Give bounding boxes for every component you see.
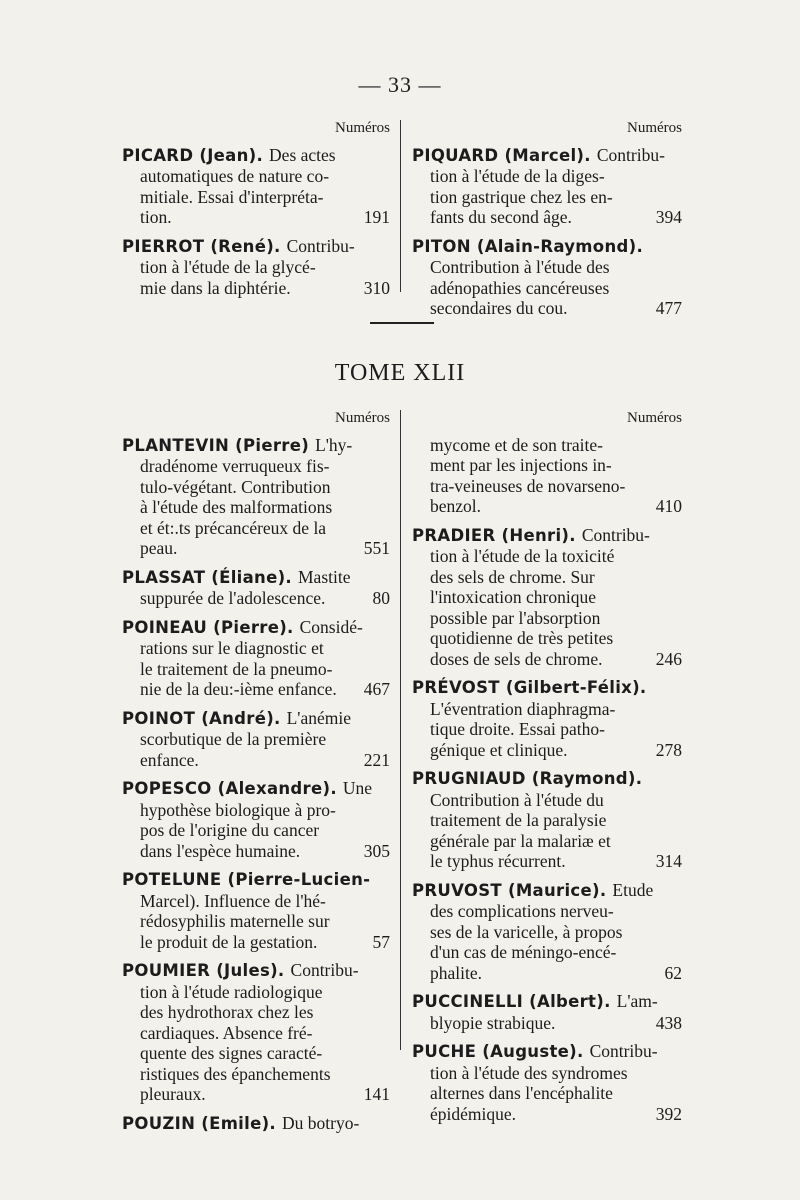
index-column-right [412,118,682,327]
author-name: POTELUNE [122,870,222,889]
author-name: PRUGNIAUD [412,769,526,788]
thesis-number: 477 [655,298,682,318]
entry-title-line: tique droite. Essai patho- [430,719,605,739]
entry-title-line: Contribu- [589,1041,658,1061]
author-name: PIERROT [122,236,205,256]
entry-title-line: nie de la deu:-ième enfance. [140,679,337,699]
entry-title-line: peau. [140,538,178,558]
thesis-number: 62 [664,962,682,983]
thesis-number: 80 [372,588,390,608]
entry-title-line: des sels de chrome. Sur [430,566,595,587]
entry-title-line: pos de l'origine du cancer [140,820,320,840]
entry-title-line: Marcel). Influence de l'hé- [140,890,326,911]
index-entry [412,525,682,670]
thesis-number: 57 [372,931,390,952]
author-given-name: (Éliane). [205,567,292,587]
numeros-header: Numéros [627,410,682,426]
index-entry [412,435,682,517]
author-given-name: (Maurice). [501,880,607,900]
index-entry [412,145,682,228]
entry-title-line: mycome et de son traite- [430,434,603,455]
entry-title-line: L'éventration diaphragma- [430,698,616,719]
author-name: POINEAU [122,617,208,637]
numeros-header: Numéros [627,120,682,136]
thesis-number: 410 [655,496,682,516]
entry-title-line: le traitement de la pneumo- [140,658,333,679]
author-name: PICARD [122,145,194,165]
entry-title-line: dans l'espèce humaine. [140,840,301,861]
index-entry [122,567,390,609]
author-given-name: (René). [204,236,281,256]
author-given-name: (Jules). [210,961,285,980]
author-name: POPESCO [122,779,212,798]
entry-title-line: fants du second âge. [430,207,572,227]
entry-title-line: possible par l'absorption [430,607,601,628]
entry-title-line: tion à l'étude de la glycé- [140,257,316,277]
author-name: PRADIER [412,525,496,545]
author-given-name: (Pierre-Lucien- [221,870,371,889]
entry-title-line: scorbutique de la première [140,729,327,749]
index-entry [122,617,390,700]
thesis-number: 551 [363,538,390,558]
tome-title: TOME XLII [334,360,466,386]
index-entry [122,869,390,952]
index-entry [412,677,682,760]
entry-title-line: Contribu- [290,960,359,980]
entry-title-line: Une [342,778,373,798]
entry-title-line: tion à l'étude de la toxicité [430,546,615,566]
index-entry [122,236,390,299]
entry-title-line: L'hy- [315,434,353,455]
author-given-name: (André). [195,708,281,728]
index-entry [412,991,682,1033]
index-entry [412,768,682,872]
entry-title-line: Contribu- [596,144,665,165]
entry-title-line: benzol. [430,496,482,516]
index-column-left [122,408,390,1142]
author-name: PUCCINELLI [412,992,524,1011]
entry-title-line: rations sur le diagnostic et [140,638,324,658]
author-given-name: (Pierre). [207,617,294,637]
entry-title-line: Considé- [299,616,363,637]
entry-title-line: automatiques de nature co- [140,166,330,186]
entry-title-line: génique et clinique. [430,739,568,760]
entry-title-line: blyopie strabique. [430,1012,556,1033]
index-entry [122,778,390,861]
thesis-number: 438 [655,1012,682,1033]
author-given-name: (Albert). [523,992,611,1011]
entry-title-line: rédosyphilis maternelle sur [140,911,330,931]
entry-title-line: des complications nerveu- [430,901,614,921]
author-name: PITON [412,236,471,256]
entry-title-line: ment par les injections in- [430,455,612,475]
section-rule [370,322,434,324]
index-column-right [412,408,682,1132]
entry-title-line: ristiques des épanchements [140,1063,331,1084]
author-name: PIQUARD [412,145,499,165]
page-number: — 33 — [358,72,442,97]
author-given-name: (Jean). [193,145,264,165]
entry-title-line: tion à l'étude radiologique [140,981,323,1002]
entry-title-line: pleuraux. [140,1084,206,1104]
entry-title-line: des hydrothorax chez les [140,1002,314,1022]
entry-title-line: quotidienne de très petites [430,628,614,648]
author-given-name: (Emile). [195,1113,276,1133]
author-given-name: (Gilbert-Félix). [499,678,647,697]
index-entry [122,960,390,1105]
author-name: POINOT [122,708,196,728]
thesis-number: 221 [363,749,390,770]
index-entry [122,708,390,771]
author-given-name: (Henri). [495,525,576,545]
author-given-name: (Pierre) [229,435,310,455]
thesis-number: 314 [655,851,682,871]
entry-title-line: tra-veineuses de novarseno- [430,475,626,496]
entry-title-line: le produit de la gestation. [140,931,318,952]
entry-title-line: hypothèse biologique à pro- [140,799,336,820]
thesis-number: 310 [363,277,390,298]
entry-title-line: Contribution à l'étude du [430,789,604,810]
numeros-header: Numéros [335,120,390,136]
index-entry [412,1041,682,1124]
entry-title-line: Mastite [298,566,351,587]
entry-title-line: secondaires du cou. [430,298,568,318]
entry-title-line: le typhus récurrent. [430,851,566,871]
author-name: PUCHE [412,1042,477,1061]
entry-title-line: tion gastrique chez les en- [430,186,613,207]
entry-title-line: adénopathies cancéreuses [430,277,610,298]
author-name: PLASSAT [122,567,206,587]
author-name: POUZIN [122,1113,196,1133]
author-given-name: (Auguste). [476,1042,584,1061]
thesis-number: 191 [363,207,390,227]
entry-title-line: et ét:.ts précancéreux de la [140,517,327,538]
author-given-name: (Alexandre). [211,779,337,798]
entry-title-line: épidémique. [430,1103,517,1124]
index-entry [412,880,682,984]
entry-title-line: cardiaques. Absence fré- [140,1022,313,1043]
entry-title-line: Etude [612,879,654,900]
entry-title-line: Du botryo- [282,1112,360,1133]
entry-title-line: dradénome verruqueux fis- [140,456,330,476]
column-divider [400,410,401,1050]
column-divider [400,120,401,292]
thesis-number: 392 [655,1103,682,1124]
author-given-name: (Alain-Raymond). [470,236,644,256]
thesis-number: 394 [655,207,682,227]
entry-title-line: ses de la varicelle, à propos [430,921,623,942]
entry-title-line: tion à l'étude des syndromes [430,1062,628,1083]
entry-title-line: L'anémie [286,707,351,728]
author-given-name: (Marcel). [498,145,591,165]
entry-title-line: mie dans la diphtérie. [140,277,291,298]
entry-title-line: tion. [140,207,172,227]
entry-title-line: mitiale. Essai d'interpréta- [140,186,324,207]
entry-title-line: doses de sels de chrome. [430,648,603,669]
entry-title-line: Contribu- [581,524,650,545]
entry-title-line: Contribu- [286,235,355,256]
entry-title-line: enfance. [140,749,199,770]
index-entry [122,435,390,559]
entry-title-line: phalite. [430,962,482,983]
index-entry [412,236,682,319]
entry-title-line: l'intoxication chronique [430,587,596,607]
entry-title-line: suppurée de l'adolescence. [140,588,326,608]
entry-title-line: Des actes [269,144,336,165]
index-entry [122,1113,390,1135]
thesis-number: 141 [363,1084,390,1104]
entry-title-line: tion à l'étude de la diges- [430,166,605,186]
numeros-header: Numéros [335,410,390,426]
author-name: PRÉVOST [412,678,500,697]
entry-title-line: à l'étude des malformations [140,497,333,517]
entry-title-line: quente des signes caracté- [140,1043,323,1063]
entry-title-line: Contribution à l'étude des [430,257,610,277]
index-column-left [122,118,390,306]
author-given-name: (Raymond). [525,769,643,788]
entry-title-line: générale par la malariæ et [430,830,611,851]
author-name: POUMIER [122,961,211,980]
thesis-number: 305 [363,840,390,861]
entry-title-line: alternes dans l'encéphalite [430,1083,613,1103]
entry-title-line: L'am- [616,991,658,1011]
thesis-number: 467 [363,679,390,699]
author-name: PRUVOST [412,880,502,900]
entry-title-line: traitement de la paralysie [430,810,607,830]
entry-title-line: tulo-végétant. Contribution [140,476,331,497]
thesis-number: 278 [655,739,682,760]
thesis-number: 246 [655,648,682,669]
entry-title-line: d'un cas de méningo-encé- [430,942,617,962]
author-name: PLANTEVIN [122,435,230,455]
index-entry [122,145,390,228]
